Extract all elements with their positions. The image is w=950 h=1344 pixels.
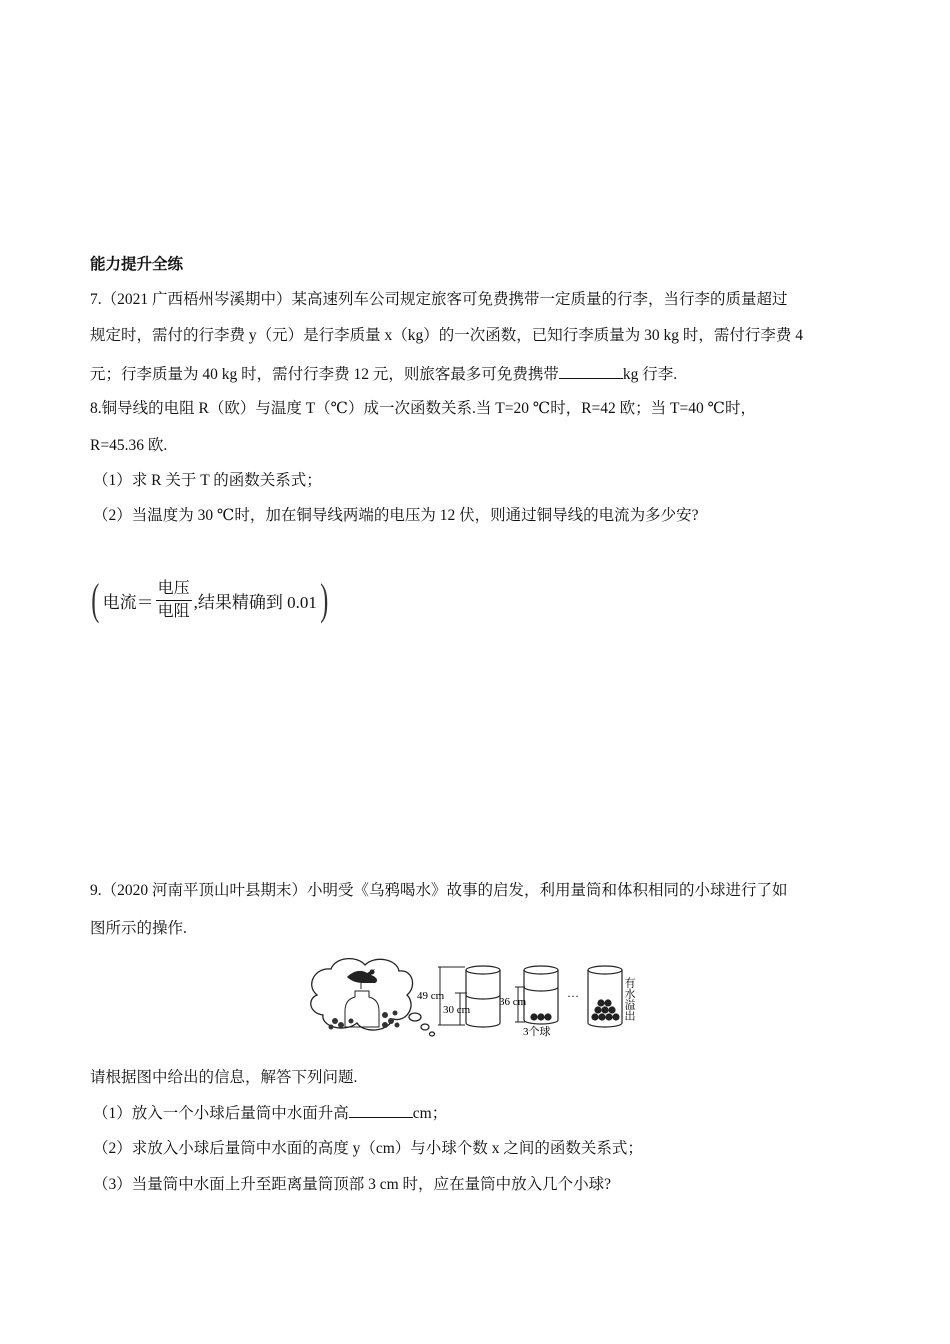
measuring-cylinder-empty xyxy=(466,966,500,1027)
fraction xyxy=(156,579,192,622)
label-balls: 3个球 xyxy=(523,1026,551,1038)
q9-line2: 图所示的操作. xyxy=(90,920,187,937)
fraction-denominator: 电阻 xyxy=(157,602,190,620)
label-30: 30 cm xyxy=(443,1004,471,1016)
answer-blank xyxy=(349,1103,413,1118)
overflow-label: 有水溢出 xyxy=(623,977,635,1021)
section-title: 能力提升全练 xyxy=(90,256,184,273)
q7-line3-text: 元；行李质量为 40 kg 时，需付行李费 12 元，则旅客最多可免费携带 xyxy=(90,366,559,383)
q9-part3: （3）当量筒中水面上升至距离量筒顶部 3 cm 时，应在量筒中放入几个小球? xyxy=(93,1176,611,1193)
q7-line2: 规定时，需付的行李费 y（元）是行李质量 x（kg）的一次函数，已知行李质量为 30 kg 时，需付行李费 4 xyxy=(90,327,804,344)
ellipsis: … xyxy=(567,986,579,1000)
q9-part1-end: cm； xyxy=(412,1105,448,1122)
q9-part1-text: （1）放入一个小球后量筒中水面升高 xyxy=(93,1105,349,1122)
left-paren: ( xyxy=(91,575,100,624)
q7-line1: 7.（2021 广西梧州岑溪期中）某高速列车公司规定旅客可免费携带一定质量的行李，当行李的质量超过 xyxy=(90,291,788,308)
q8-line1: 8.铜导线的电阻 R（欧）与温度 T（℃）成一次函数关系.当 T=20 ℃时，R=42 欧；当 T=40 ℃时， xyxy=(90,400,756,417)
three-balls-icon xyxy=(530,1013,551,1020)
label-49: 49 cm xyxy=(417,990,445,1002)
q8-part2: （2）当温度为 30 ℃时，加在铜导线两端的电压为 12 伏，则通过铜导线的电流为多少安? xyxy=(93,507,699,524)
formula-note: ,结果精确到 0.01 xyxy=(193,592,317,612)
q8-line2: R=45.36 欧. xyxy=(90,437,168,454)
right-paren: ) xyxy=(320,575,329,624)
formula-lhs: 电流＝ xyxy=(102,592,154,612)
q9-part1 xyxy=(93,1103,447,1124)
q7-line3-end: kg 行李. xyxy=(622,366,678,383)
q8-part1: （1）求 R 关于 T 的函数关系式； xyxy=(93,472,322,489)
q7-line3 xyxy=(90,364,677,385)
fraction-numerator: 电压 xyxy=(156,579,192,601)
q9-intro: 请根据图中给出的信息，解答下列问题. xyxy=(90,1069,358,1086)
current-formula xyxy=(88,575,332,625)
q9-part2: （2）求放入小球后量筒中水面的高度 y（cm）与小球个数 x 之间的函数关系式； xyxy=(93,1140,643,1157)
answer-blank xyxy=(559,364,623,379)
label-36: 36 cm xyxy=(499,996,527,1008)
experiment-figure xyxy=(305,955,650,1040)
many-balls-icon xyxy=(591,999,619,1020)
q9-line1: 9.（2020 河南平顶山叶县期末）小明受《乌鸦喝水》故事的启发，利用量筒和体积相同的小球进行了如 xyxy=(90,882,788,899)
